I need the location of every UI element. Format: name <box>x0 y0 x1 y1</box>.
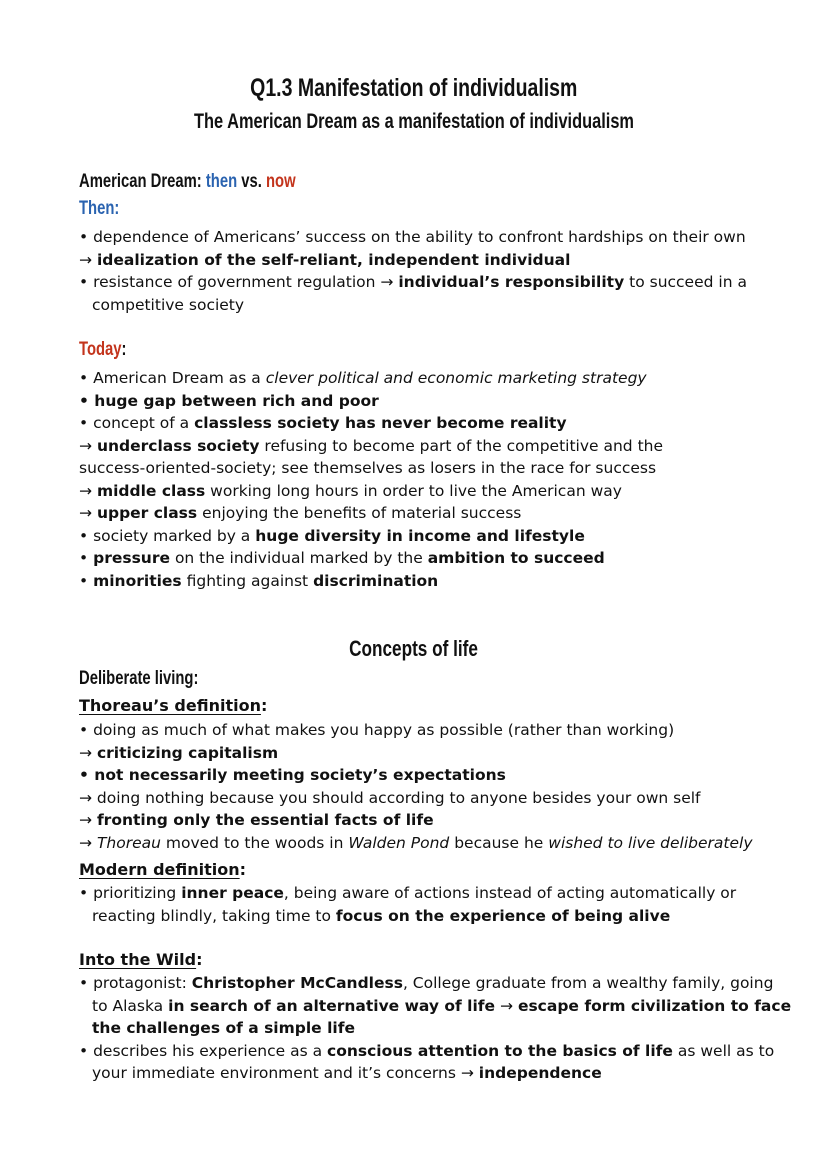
list-item: • huge gap between rich and poor <box>79 391 379 410</box>
today-list <box>79 367 749 592</box>
heading-then: then <box>205 171 238 192</box>
list-item: • prioritizing inner peace, being aware of actions instead of acting automatically or <box>79 884 737 902</box>
list-item: • dependence of Americans’ success on the ability to confront hardships on their own <box>79 228 746 246</box>
list-item: • protagonist: Christopher McCandless, College graduate from a wealthy family, going <box>79 974 774 992</box>
heading-vs: vs. <box>241 171 262 192</box>
list-item: your immediate environment and it’s concerns → independence <box>92 1064 602 1082</box>
list-item: competitive society <box>92 295 245 314</box>
list-item: • resistance of government regulation → individual’s responsibility to succeed in a <box>79 273 747 291</box>
title-text: Q1.3 Manifestation of individualism <box>250 74 578 102</box>
list-item: the challenges of a simple life <box>92 1019 355 1037</box>
page-subtitle <box>0 110 828 134</box>
list-item: • pressure on the individual marked by the ambition to succeed <box>79 549 605 567</box>
list-item: → idealization of the self-reliant, independent individual <box>79 250 571 269</box>
list-item: • society marked by a huge diversity in income and lifestyle <box>79 526 585 545</box>
modern-list <box>79 882 749 927</box>
list-item: reacting blindly, taking time to focus on the experience of being alive <box>92 906 671 925</box>
deliberate-living-heading: Deliberate living: <box>79 668 199 689</box>
into-the-wild-list <box>79 972 792 1085</box>
heading-prefix: American Dream: <box>79 171 202 192</box>
american-dream-heading <box>79 170 357 193</box>
thoreau-list <box>79 719 753 854</box>
heading-now: now <box>265 171 296 192</box>
list-item: • concept of a classless society has never become reality <box>79 414 567 432</box>
list-item: • describes his experience as a conscious attention to the basics of life as well as to <box>79 1041 775 1060</box>
list-item: • not necessarily meeting society’s expectations <box>79 766 506 784</box>
concepts-heading: Concepts of life <box>349 636 479 661</box>
then-list <box>79 226 749 316</box>
into-the-wild-heading: Into the Wild: <box>79 950 203 969</box>
list-item: → criticizing capitalism <box>79 743 279 762</box>
list-item: • doing as much of what makes you happy as possible (rather than working) <box>79 721 675 739</box>
list-item: → upper class enjoying the benefits of material success <box>79 504 522 522</box>
list-item: • American Dream as a clever political and economic marketing strategy <box>79 369 647 387</box>
modern-definition-heading: Modern definition: <box>79 860 247 879</box>
list-item: to Alaska in search of an alternative way of life → escape form civilization to face <box>92 996 792 1015</box>
thoreau-definition-heading: Thoreau’s definition: <box>79 696 268 715</box>
page-title <box>0 74 828 103</box>
subtitle-text: The American Dream as a manifestation of individualism <box>194 110 634 133</box>
today-heading: Today: <box>79 339 127 360</box>
list-item: → Thoreau moved to the woods in Walden Pond because he wished to live deliberately <box>79 833 753 852</box>
list-item: → underclass society refusing to become part of the competitive and the <box>79 436 664 455</box>
list-item: → doing nothing because you should according to anyone besides your own self <box>79 788 701 807</box>
list-item: → fronting only the essential facts of life <box>79 811 434 829</box>
list-item: • minorities fighting against discrimination <box>79 571 439 590</box>
list-item: success-oriented-society; see themselves as losers in the race for success <box>79 459 657 477</box>
list-item: → middle class working long hours in order to live the American way <box>79 481 622 500</box>
then-heading: Then: <box>79 198 120 219</box>
